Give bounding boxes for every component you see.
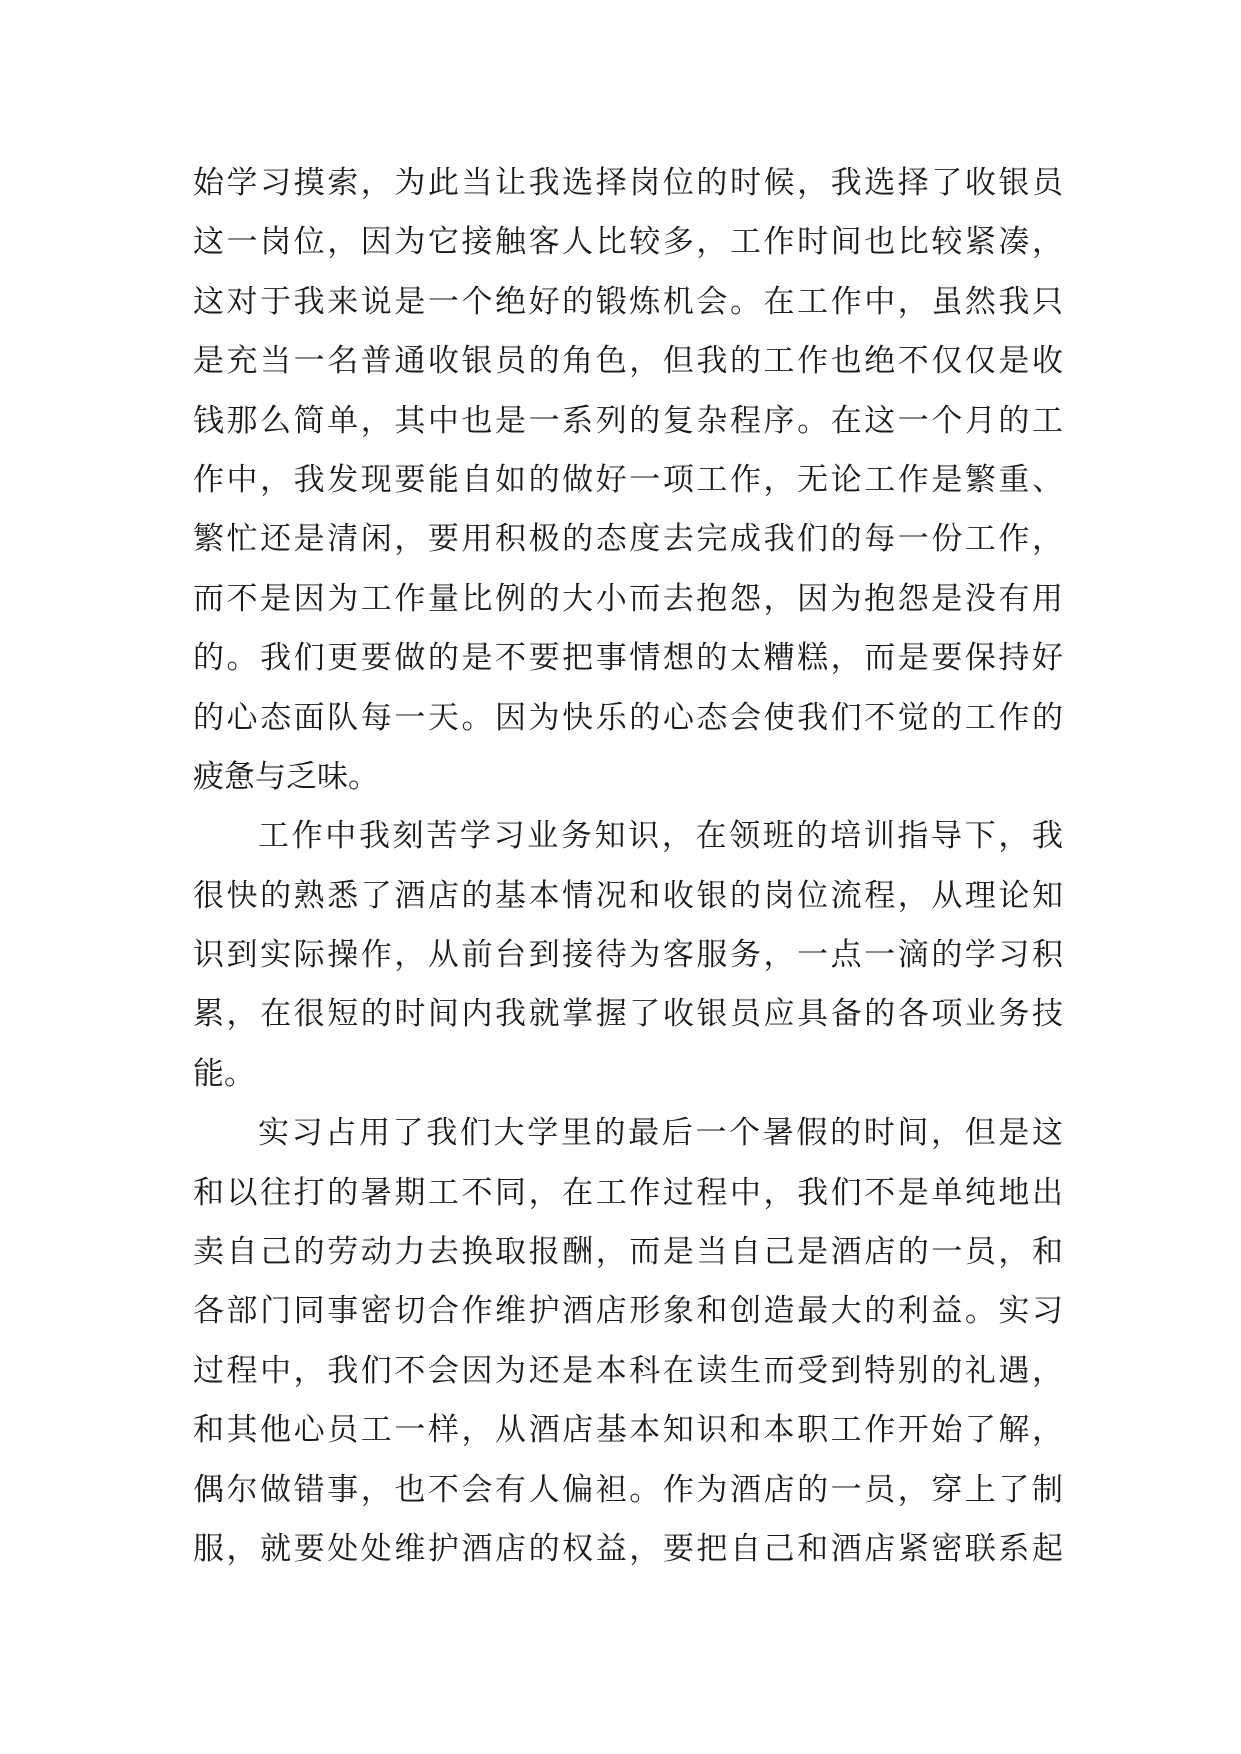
text-line: 累，在很短的时间内我就掌握了收银员应具备的各项业务技 bbox=[193, 996, 1063, 1033]
text-line: 这一岗位，因为它接触客人比较多，工作时间也比较紧凑， bbox=[193, 224, 1063, 261]
text-line: 很快的熟悉了酒店的基本情况和收银的岗位流程，从理论知 bbox=[193, 877, 1063, 914]
text-line: 疲惫与乏味。 bbox=[193, 758, 379, 795]
text-line: 钱那么简单，其中也是一系列的复杂程序。在这一个月的工 bbox=[193, 402, 1063, 439]
text-line: 和以往打的暑期工不同，在工作过程中，我们不是单纯地出 bbox=[193, 1174, 1063, 1211]
text-line: 卖自己的劳动力去换取报酬，而是当自己是酒店的一员，和 bbox=[193, 1234, 1063, 1271]
document-body bbox=[193, 154, 1063, 1579]
text-line: 各部门同事密切合作维护酒店形象和创造最大的利益。实习 bbox=[193, 1293, 1063, 1330]
text-line: 是充当一名普通收银员的角色，但我的工作也绝不仅仅是收 bbox=[193, 343, 1063, 380]
text-line: 识到实际操作，从前台到接待为客服务，一点一滴的学习积 bbox=[193, 937, 1063, 974]
paragraph-1 bbox=[193, 154, 1063, 807]
text-line: 工作中我刻苦学习业务知识，在领班的培训指导下，我 bbox=[258, 818, 1063, 855]
text-line: 作中，我发现要能自如的做好一项工作，无论工作是繁重、 bbox=[193, 461, 1063, 498]
paragraph-3 bbox=[193, 1104, 1063, 1579]
text-line: 而不是因为工作量比例的大小而去抱怨，因为抱怨是没有用 bbox=[193, 580, 1063, 617]
text-line: 的。我们更要做的是不要把事情想的太糟糕，而是要保持好 bbox=[193, 640, 1063, 677]
text-line: 服，就要处处维护酒店的权益，要把自己和酒店紧密联系起 bbox=[193, 1530, 1063, 1567]
text-line: 这对于我来说是一个绝好的锻炼机会。在工作中，虽然我只 bbox=[193, 283, 1063, 320]
text-line: 过程中，我们不会因为还是本科在读生而受到特别的礼遇， bbox=[193, 1352, 1063, 1389]
text-line: 偶尔做错事，也不会有人偏袒。作为酒店的一员，穿上了制 bbox=[193, 1471, 1063, 1508]
text-line: 实习占用了我们大学里的最后一个暑假的时间，但是这 bbox=[258, 1115, 1063, 1152]
text-line: 繁忙还是清闲，要用积极的态度去完成我们的每一份工作， bbox=[193, 521, 1063, 558]
text-line: 和其他心员工一样，从酒店基本知识和本职工作开始了解， bbox=[193, 1412, 1063, 1449]
paragraph-2 bbox=[193, 807, 1063, 1104]
text-line: 的心态面队每一天。因为快乐的心态会使我们不觉的工作的 bbox=[193, 699, 1063, 736]
text-line: 能。 bbox=[193, 1055, 255, 1092]
text-line: 始学习摸索，为此当让我选择岗位的时候，我选择了收银员 bbox=[193, 165, 1063, 201]
